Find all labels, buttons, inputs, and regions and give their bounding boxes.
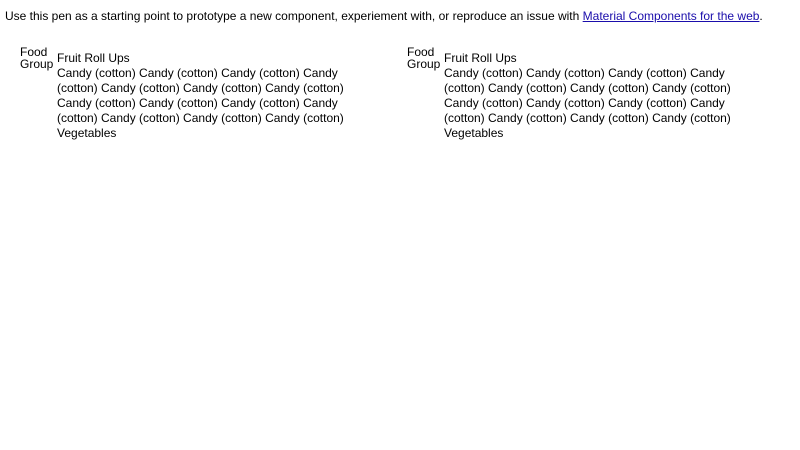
list-item-fruit-roll-ups: Fruit Roll Ups (444, 51, 517, 65)
food-list (57, 46, 380, 141)
material-components-link[interactable]: Material Components for the web (582, 9, 760, 23)
list-item-fruit-roll-ups: Fruit Roll Ups (57, 51, 130, 65)
food-group-label: Food Group (20, 45, 54, 71)
food-group-panel-right (407, 46, 767, 141)
list-item-candy: Candy (cotton) Candy (cotton) Candy (cotton) Candy (cotton) Candy (cotton) Candy (cotton) Candy (cotton) Candy (cotton) Candy (cotton) Candy (cotton) Candy (cotton) Candy (cotton) Candy (cotton) Candy (cotton) (444, 66, 731, 125)
intro-trailing: . (759, 9, 763, 23)
intro-paragraph (5, 7, 795, 25)
list-item-vegetables: Vegetables (444, 126, 504, 140)
list-item-candy: Candy (cotton) Candy (cotton) Candy (cotton) Candy (cotton) Candy (cotton) Candy (cotton) Candy (cotton) Candy (cotton) Candy (cotton) Candy (cotton) Candy (cotton) Candy (cotton) Candy (cotton) Candy (cotton) (57, 66, 344, 125)
list-item-vegetables: Vegetables (57, 126, 117, 140)
food-group-panel-left (20, 46, 380, 141)
food-list (444, 46, 767, 141)
intro-text: Use this pen as a starting point to prototype a new component, experiement with, or reproduce an issue with (5, 9, 583, 23)
food-group-label: Food Group (407, 45, 441, 71)
